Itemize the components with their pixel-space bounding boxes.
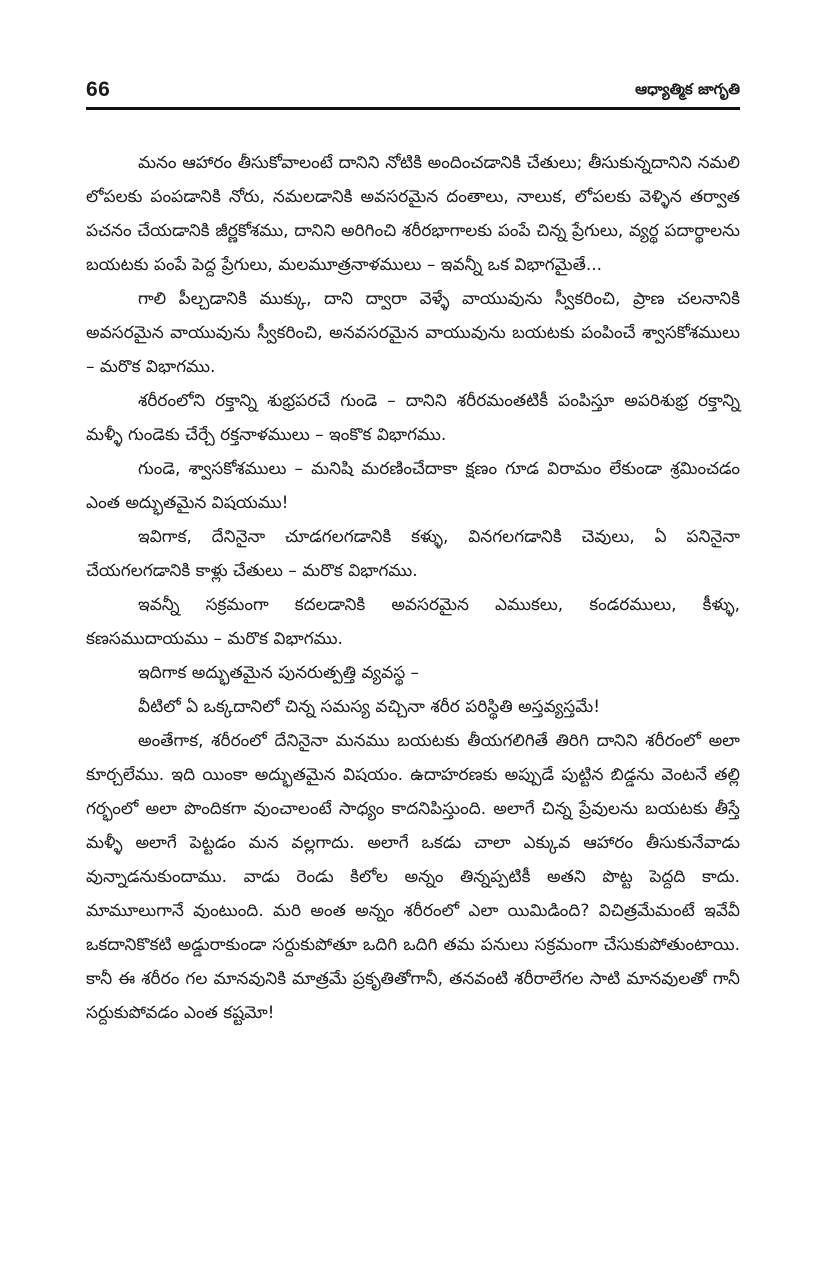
page-number: 66 xyxy=(86,78,111,101)
body-text xyxy=(86,146,740,1030)
paragraph: ఇవిగాక, దేనినైనా చూడగలగడానికి కళ్ళు, వినగలగడానికి చెవులు, ఏ పనినైనా చేయగలగడానికి కాళ్లు చేతులు – మరొక విభాగము. xyxy=(86,527,740,581)
header-divider xyxy=(86,107,740,110)
paragraph: శరీరంలోని రక్తాన్ని శుభ్రపరచే గుండె – దానిని శరీరమంతటికీ పంపిస్తూ అపరిశుభ్ర రక్తాన్ని మళ్ళీ గుండెకు చేర్చే రక్తనాళములు – ఇంకొక విభాగము. xyxy=(86,391,740,445)
paragraph: ఇవన్నీ సక్రమంగా కదలడానికి అవసరమైన ఎముకలు, కండరములు, కీళ్ళు, కణసముదాయము – మరొక విభాగము. xyxy=(86,595,740,649)
paragraph: గుండె, శ్వాసకోశములు – మనిషి మరణించేదాకా క్షణం గూడ విరామం లేకుండా శ్రమించడం ఎంత అద్భుతమైన విషయము! xyxy=(86,459,740,513)
paragraph: వీటిలో ఏ ఒక్కదానిలో చిన్న సమస్య వచ్చినా శరీర పరిస్థితి అస్తవ్యస్తమే! xyxy=(138,697,601,717)
paragraph: మనం ఆహారం తీసుకోవాలంటే దానిని నోటికి అందించడానికి చేతులు; తీసుకున్నదానిని నమలి లోపలకు పంపడానికి నోరు, నమలడానికి అవసరమైన దంతాలు, నాలుక, లోపలకు వెళ్ళిన తర్వాత పచనం చేయడానికి జీర్ణకోశము, దానిని అరిగించి శరీరభాగాలకు పంపే చిన్న ప్రేగులు, వ్యర్థ పదార్థాలను బయటకు పంపే పెద్ద ప్రేగులు, మలమూత్రనాళములు – ఇవన్నీ ఒక విభాగమైతే... xyxy=(86,153,740,275)
running-title: ఆధ్యాత్మిక జాగృతి xyxy=(635,80,740,98)
page-header xyxy=(86,76,740,106)
paragraph: ఇదిగాక అద్భుతమైన పునరుత్పత్తి వ్యవస్థ – xyxy=(138,663,420,683)
paragraph: అంతేగాక, శరీరంలో దేనినైనా మనము బయటకు తీయగలిగితే తిరిగి దానిని శరీరంలో అలా కూర్చలేము. ఇది యింకా అద్భుతమైన విషయం. ఉదాహరణకు అప్పుడే పుట్టిన బిడ్డను వెంటనే తల్లి గర్భంలో అలా పొందికగా వుంచాలంటే సాధ్యం కాదనిపిస్తుంది. అలాగే చిన్న ప్రేవులను బయటకు తీస్తే మళ్ళీ అలాగే పెట్టడం మన వల్లగాదు. అలాగే ఒకడు చాలా ఎక్కువ ఆహారం తీసుకునేవాడు వున్నాడనుకుందాము. వాడు రెండు కిలోల అన్నం తిన్నప్పటికీ అతని పొట్ట పెద్దది కాదు. మామూలుగానే వుంటుంది. మరి అంత అన్నం శరీరంలో ఎలా యిమిడింది? విచిత్రమేమంటే ఇవేవీ ఒకదానికొకటి అడ్డురాకుండా సర్దుకుపోతూ ఒదిగి ఒదిగి తమ పనులు సక్రమంగా చేసుకుపోతుంటాయి. కానీ ఈ శరీరం గల మానవునికి మాత్రమే ప్రకృతితోగానీ, తనవంటి శరీరాలేగల సాటి మానవులతో గానీ సర్దుకుపోవడం ఎంత కష్టమో! xyxy=(86,731,740,1023)
paragraph: గాలి పీల్చడానికి ముక్కు, దాని ద్వారా వెళ్ళే వాయువును స్వీకరించి, ప్రాణ చలనానికి అవసరమైన వాయువును స్వీకరించి, అనవసరమైన వాయువును బయటకు పంపించే శ్వాసకోశములు – మరొక విభాగము. xyxy=(86,289,740,377)
